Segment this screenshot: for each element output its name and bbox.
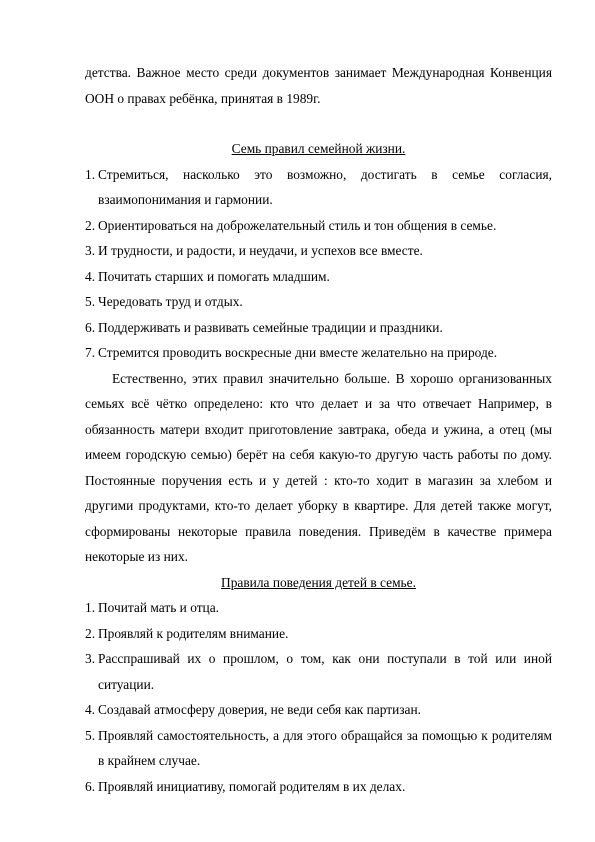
list-item [85,774,552,800]
list-item-text: И трудности, и радости, и неудачи, и успехов все вместе. [98,243,423,258]
list-item [85,340,552,366]
list-item-number: 4. [85,268,96,284]
list-item [85,162,552,213]
list-item-text: Почитать старших и помогать младшим. [98,268,330,284]
list-item-number: 2. [85,217,96,233]
list-item-text: Чередовать труд и отдых. [98,294,243,309]
list-item [85,621,552,647]
list-item [85,315,552,341]
list-item-number: 4. [85,702,96,717]
list-item-number: 6. [85,319,96,335]
child-rules-list [85,595,552,799]
list-item [85,213,552,239]
list-item-number: 3. [85,651,96,666]
list-item-number: 5. [85,727,96,743]
list-item-text: Расспрашивай их о прошлом, о том, как они поступали в той или иной ситуации. [98,651,552,692]
list-item-text: Почитай мать и отца. [98,600,220,615]
list-item [85,697,552,723]
list-item-number: 1. [85,600,96,615]
list-item-text: Проявляй самостоятельность, а для этого обращайся за помощью к родителям в крайнем случае. [98,727,552,768]
list-item-text: Поддерживать и развивать семейные традиции и праздники. [98,319,443,335]
intro-paragraph: детства. Важное место среди документов занимает Международная Конвенция ООН о правах ребёнка, принятая в 1989г. [85,65,552,106]
list-item-text: Проявляй к родителям внимание. [98,625,289,641]
list-item [85,289,552,315]
section-title-family-rules: Семь правил семейной жизни. [231,141,406,156]
list-item [85,646,552,697]
list-item-number: 2. [85,625,96,641]
list-item [85,595,552,621]
list-item-number: 5. [85,294,96,309]
body-paragraph: Естественно, этих правил значительно больше. В хорошо организованных семьях всё чётко определено: кто что делает и за что отвечает Например, в обязанность матери входит приготовление завтрака, обеда и ужина, а отец (мы имеем городскую семью) берёт на себя какую-то другую часть работы по дому. Постоянные поручения есть и у детей : кто-то ходит в магазин за хлебом и другими продуктами, кто-то делает уборку в квартире. Для детей также могут, сформированы некоторые правила поведения. Приведём в качестве примера некоторые из них. [85,370,552,564]
list-item [85,723,552,774]
list-item-number: 1. [85,166,96,182]
list-item [85,238,552,264]
list-item-number: 7. [85,345,96,360]
section-title-child-rules: Правила поведения детей в семье. [221,574,416,590]
list-item-text: Создавай атмосферу доверия, не веди себя как партизан. [98,702,422,717]
list-item-text: Ориентироваться на доброжелательный стиль и тон общения в семье. [98,217,497,233]
list-item-number: 3. [85,243,96,258]
list-item-number: 6. [85,778,96,794]
list-item [85,264,552,290]
list-item-text: Стремится проводить воскресные дни вместе желательно на природе. [98,345,498,360]
list-item-text: Стремиться, насколько это возможно, достигать в семье согласия, взаимопонимания и гармонии. [98,166,552,207]
family-rules-list [85,162,552,366]
list-item-text: Проявляй инициативу, помогай родителям в их делах. [98,778,406,794]
